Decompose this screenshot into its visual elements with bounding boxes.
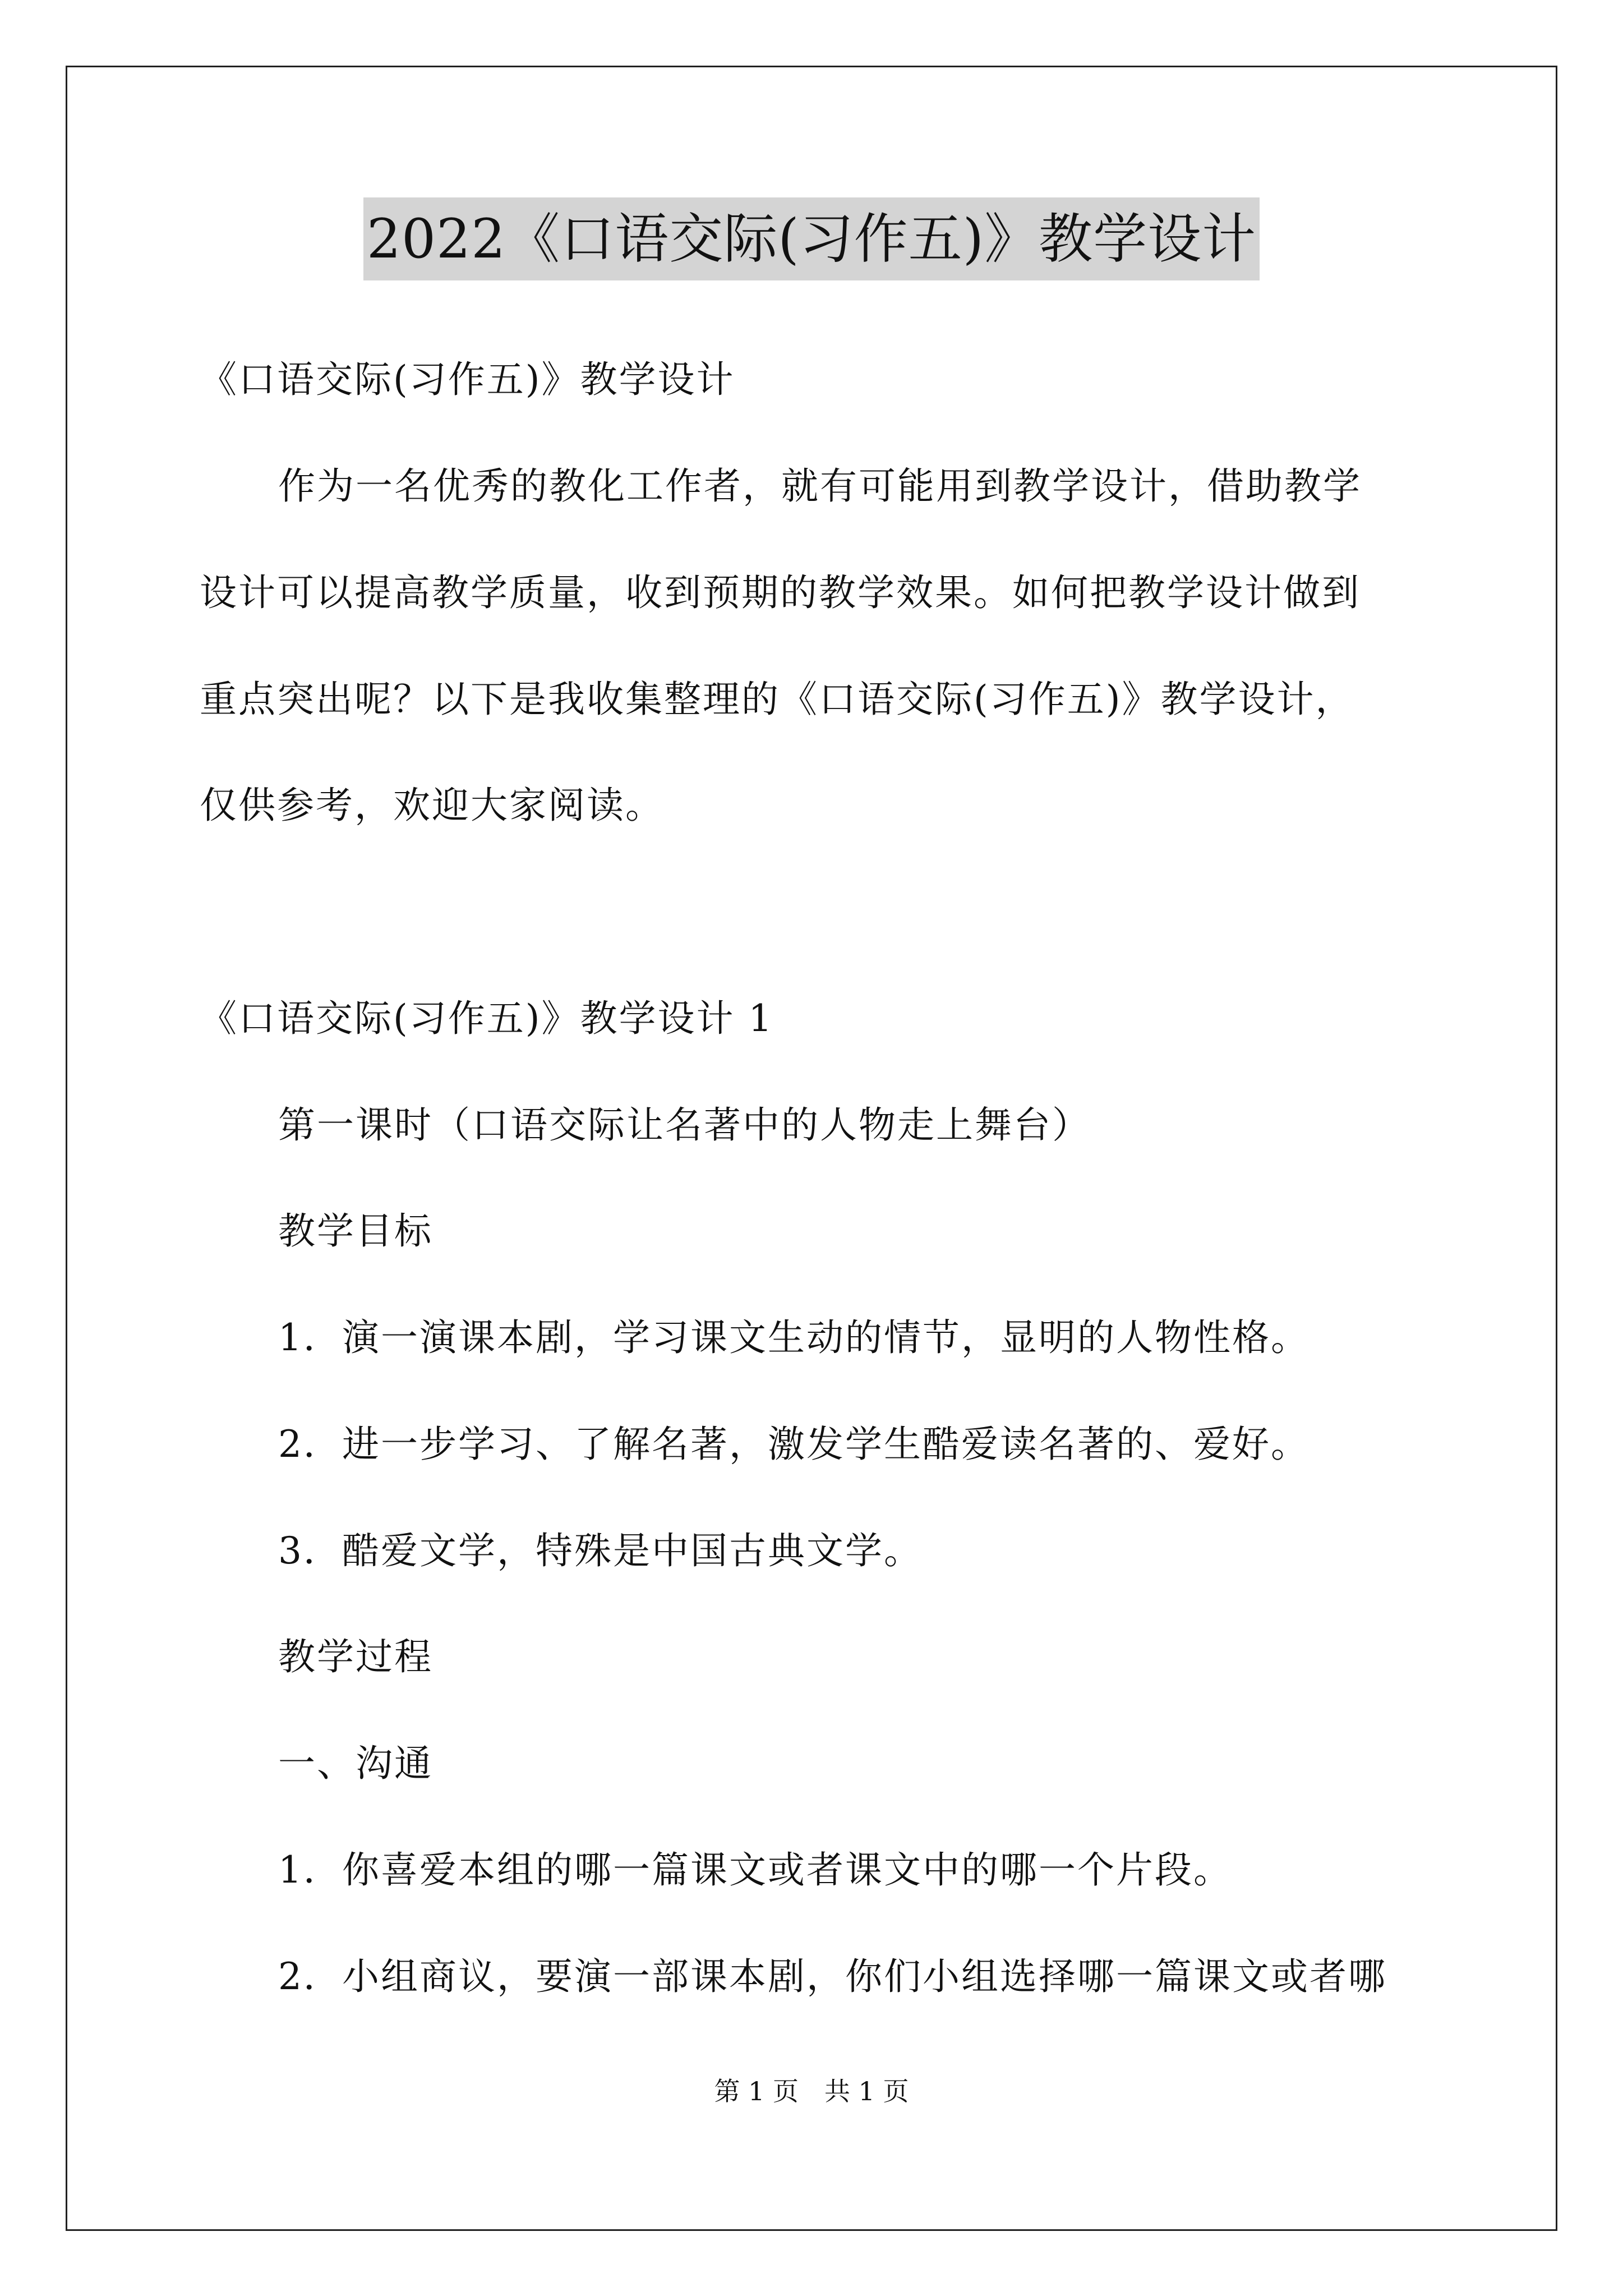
body-line: 3．酷爱文学，特殊是中国古典文学。 — [278, 1529, 923, 1572]
body-line: 一、沟通 — [278, 1742, 433, 1785]
intro-line: 仅供参考，欢迎大家阅读。 — [200, 784, 664, 827]
intro-line: 重点突出呢？以下是我收集整理的《口语交际(习作五)》教学设计， — [200, 678, 1354, 721]
subtitle: 《口语交际(习作五)》教学设计 — [200, 358, 735, 401]
body-line: 第一课时（口语交际让名著中的人物走上舞台） — [278, 1103, 1091, 1147]
section-heading: 《口语交际(习作五)》教学设计 1 — [200, 997, 774, 1040]
body-line: 教学目标 — [278, 1209, 433, 1253]
body-line: 2．进一步学习、了解名著，激发学生酷爱读名著的、爱好。 — [278, 1423, 1310, 1466]
document-title: 2022《口语交际(习作五)》教学设计 — [363, 197, 1260, 280]
title-container — [0, 197, 1623, 280]
page-footer: 第 1 页 共 1 页 — [714, 2076, 909, 2106]
intro-line: 设计可以提高教学质量，收到预期的教学效果。如何把教学设计做到 — [200, 571, 1361, 614]
body-line: 1．你喜爱本组的哪一篇课文或者课文中的哪一个片段。 — [278, 1848, 1232, 1892]
body-line: 2．小组商议，要演一部课本剧，你们小组选择哪一篇课文或者哪 — [278, 1955, 1387, 1998]
body-line: 1．演一演课本剧，学习课文生动的情节，显明的人物性格。 — [278, 1316, 1310, 1359]
body-line: 教学过程 — [278, 1635, 433, 1678]
intro-line: 作为一名优秀的教化工作者，就有可能用到教学设计，借助教学 — [278, 464, 1362, 508]
